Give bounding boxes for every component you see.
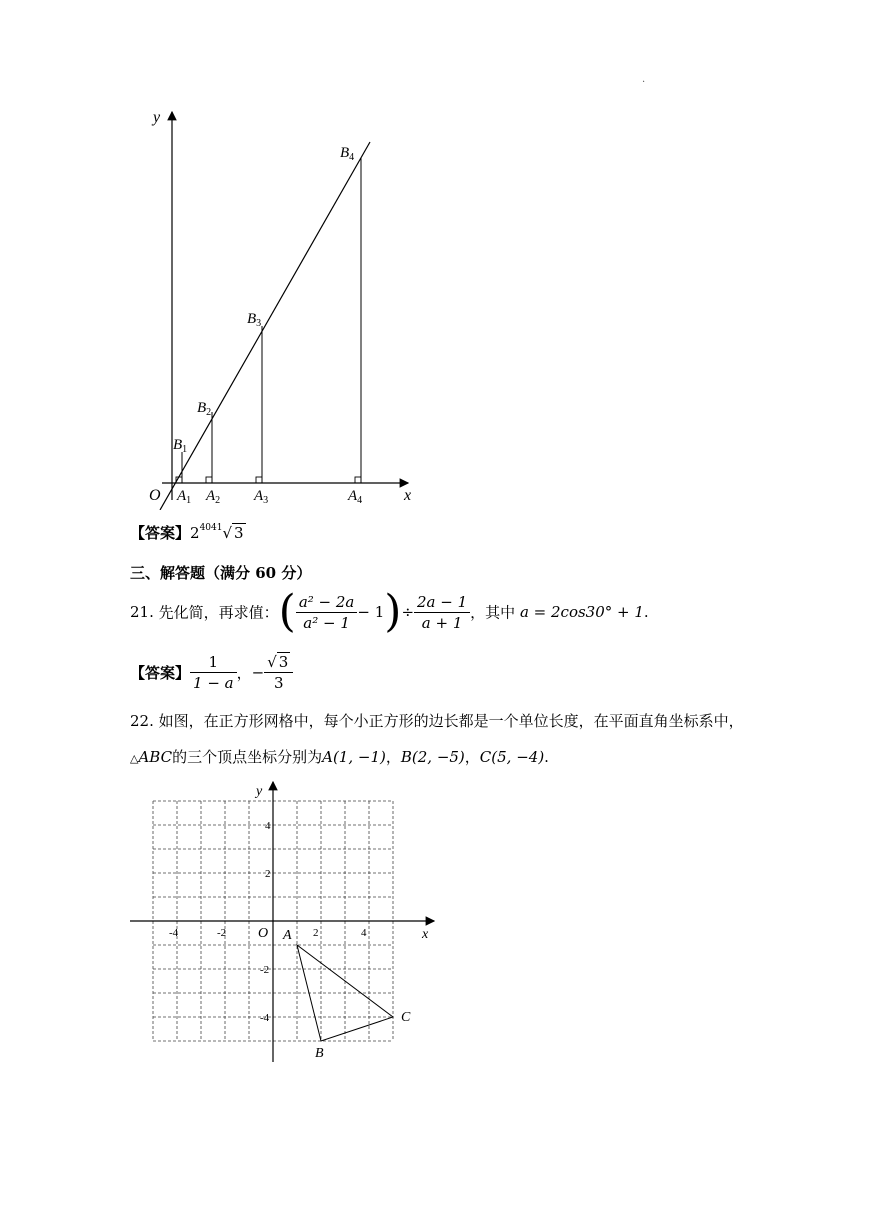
label-b1: $B_1$ [173, 437, 188, 455]
triangle-name: ABC [138, 748, 173, 766]
right-angle-mark [355, 477, 361, 483]
answer-fraction-2-denominator: 3 [273, 674, 284, 692]
answer-fraction-1-denominator: 1 − a [193, 674, 234, 692]
point-a: A(1, −1) [322, 748, 386, 766]
y-tick-label: -4 [260, 1012, 270, 1024]
section-title: 三、解答题（满分 60 分） [130, 564, 312, 582]
figure-coordinate-grid [130, 778, 440, 1068]
answer-20 [130, 522, 246, 543]
fraction-1-numerator: a² − 2a [296, 592, 358, 613]
fraction-2 [414, 592, 470, 633]
label-a1: $A_1$ [177, 488, 192, 506]
period: . [544, 748, 549, 766]
label-b2: $B_2$ [197, 400, 212, 418]
fraction-2-numerator: 2a − 1 [414, 592, 470, 613]
answer-fraction-1 [190, 652, 237, 693]
answer-label: 【答案】 [130, 524, 191, 542]
header-dot: . [642, 74, 646, 85]
y-label: y [153, 109, 161, 126]
label-a2: $A_2$ [206, 488, 221, 506]
question-number: 22. [130, 712, 154, 730]
period: . [643, 603, 649, 621]
answer-fraction-2-numerator: √ 3 [264, 652, 293, 673]
label-b3: $B_3$ [247, 311, 262, 329]
line-ob [160, 142, 370, 510]
negative-sign: − [251, 663, 265, 682]
answer-21 [130, 652, 293, 702]
x-tick-label: -4 [169, 927, 179, 939]
question-text: 如图，在正方形网格中，每个小正方形的边长都是一个单位长度，在平面直角坐标系中， [158, 712, 744, 730]
answer-separator: ， [236, 664, 252, 682]
vertex-label-b: B [315, 1046, 324, 1061]
question-22-line-2 [130, 746, 549, 767]
y-tick-label: -2 [260, 964, 270, 976]
separator: ， [385, 748, 401, 766]
answer-fraction-2 [264, 652, 293, 693]
right-angle-mark [206, 477, 212, 483]
triangle-symbol: △ [130, 752, 139, 765]
answer-base: 2 [190, 524, 200, 542]
x-tick-label: -2 [217, 927, 227, 939]
point-c: C(5, −4) [479, 748, 545, 766]
question-text: 的三个顶点坐标分别为 [172, 748, 323, 766]
fraction-1-denominator: a² − 1 [303, 613, 350, 632]
origin-label: O [149, 487, 161, 504]
question-21 [130, 586, 649, 640]
right-paren: ) [384, 586, 402, 637]
left-paren: ( [278, 586, 296, 637]
answer-exponent: 4041 [199, 523, 223, 533]
question-prompt: 先化简，再求值： [158, 603, 279, 622]
label-b4: $B_4$ [340, 145, 355, 163]
condition-prefix: ，其中 [470, 603, 516, 622]
figure-line-construction [140, 100, 430, 510]
separator: ， [464, 748, 480, 766]
question-22-line-1 [130, 710, 744, 731]
fraction-1 [296, 592, 358, 633]
answer-fraction-1-numerator: 1 [190, 652, 237, 673]
label-a3: $A_3$ [254, 488, 269, 506]
right-angle-mark [256, 477, 262, 483]
condition: a = 2cos30° + 1 [519, 603, 644, 621]
sqrt-sign: √ [222, 524, 233, 542]
x-label: x [404, 487, 412, 504]
question-number: 21. [130, 603, 154, 621]
tick-labels [169, 820, 367, 1024]
vertex-label-a: A [283, 928, 292, 943]
answer-label: 【答案】 [130, 664, 191, 682]
vertex-label-c: C [401, 1010, 411, 1025]
label-a4: $A_4$ [348, 488, 363, 506]
x-label: x [422, 927, 429, 942]
x-tick-label: 2 [313, 927, 319, 939]
y-label: y [256, 784, 263, 799]
answer-radical: 3 [234, 524, 244, 542]
y-tick-label: 4 [265, 820, 271, 832]
y-tick-label: 2 [265, 868, 271, 880]
minus-one: − 1 [357, 603, 385, 621]
x-tick-label: 4 [361, 927, 367, 939]
divide-sign: ÷ [401, 603, 415, 621]
point-b: B(2, −5) [400, 748, 465, 766]
origin-label: O [258, 926, 269, 941]
fraction-2-denominator: a + 1 [421, 613, 463, 632]
